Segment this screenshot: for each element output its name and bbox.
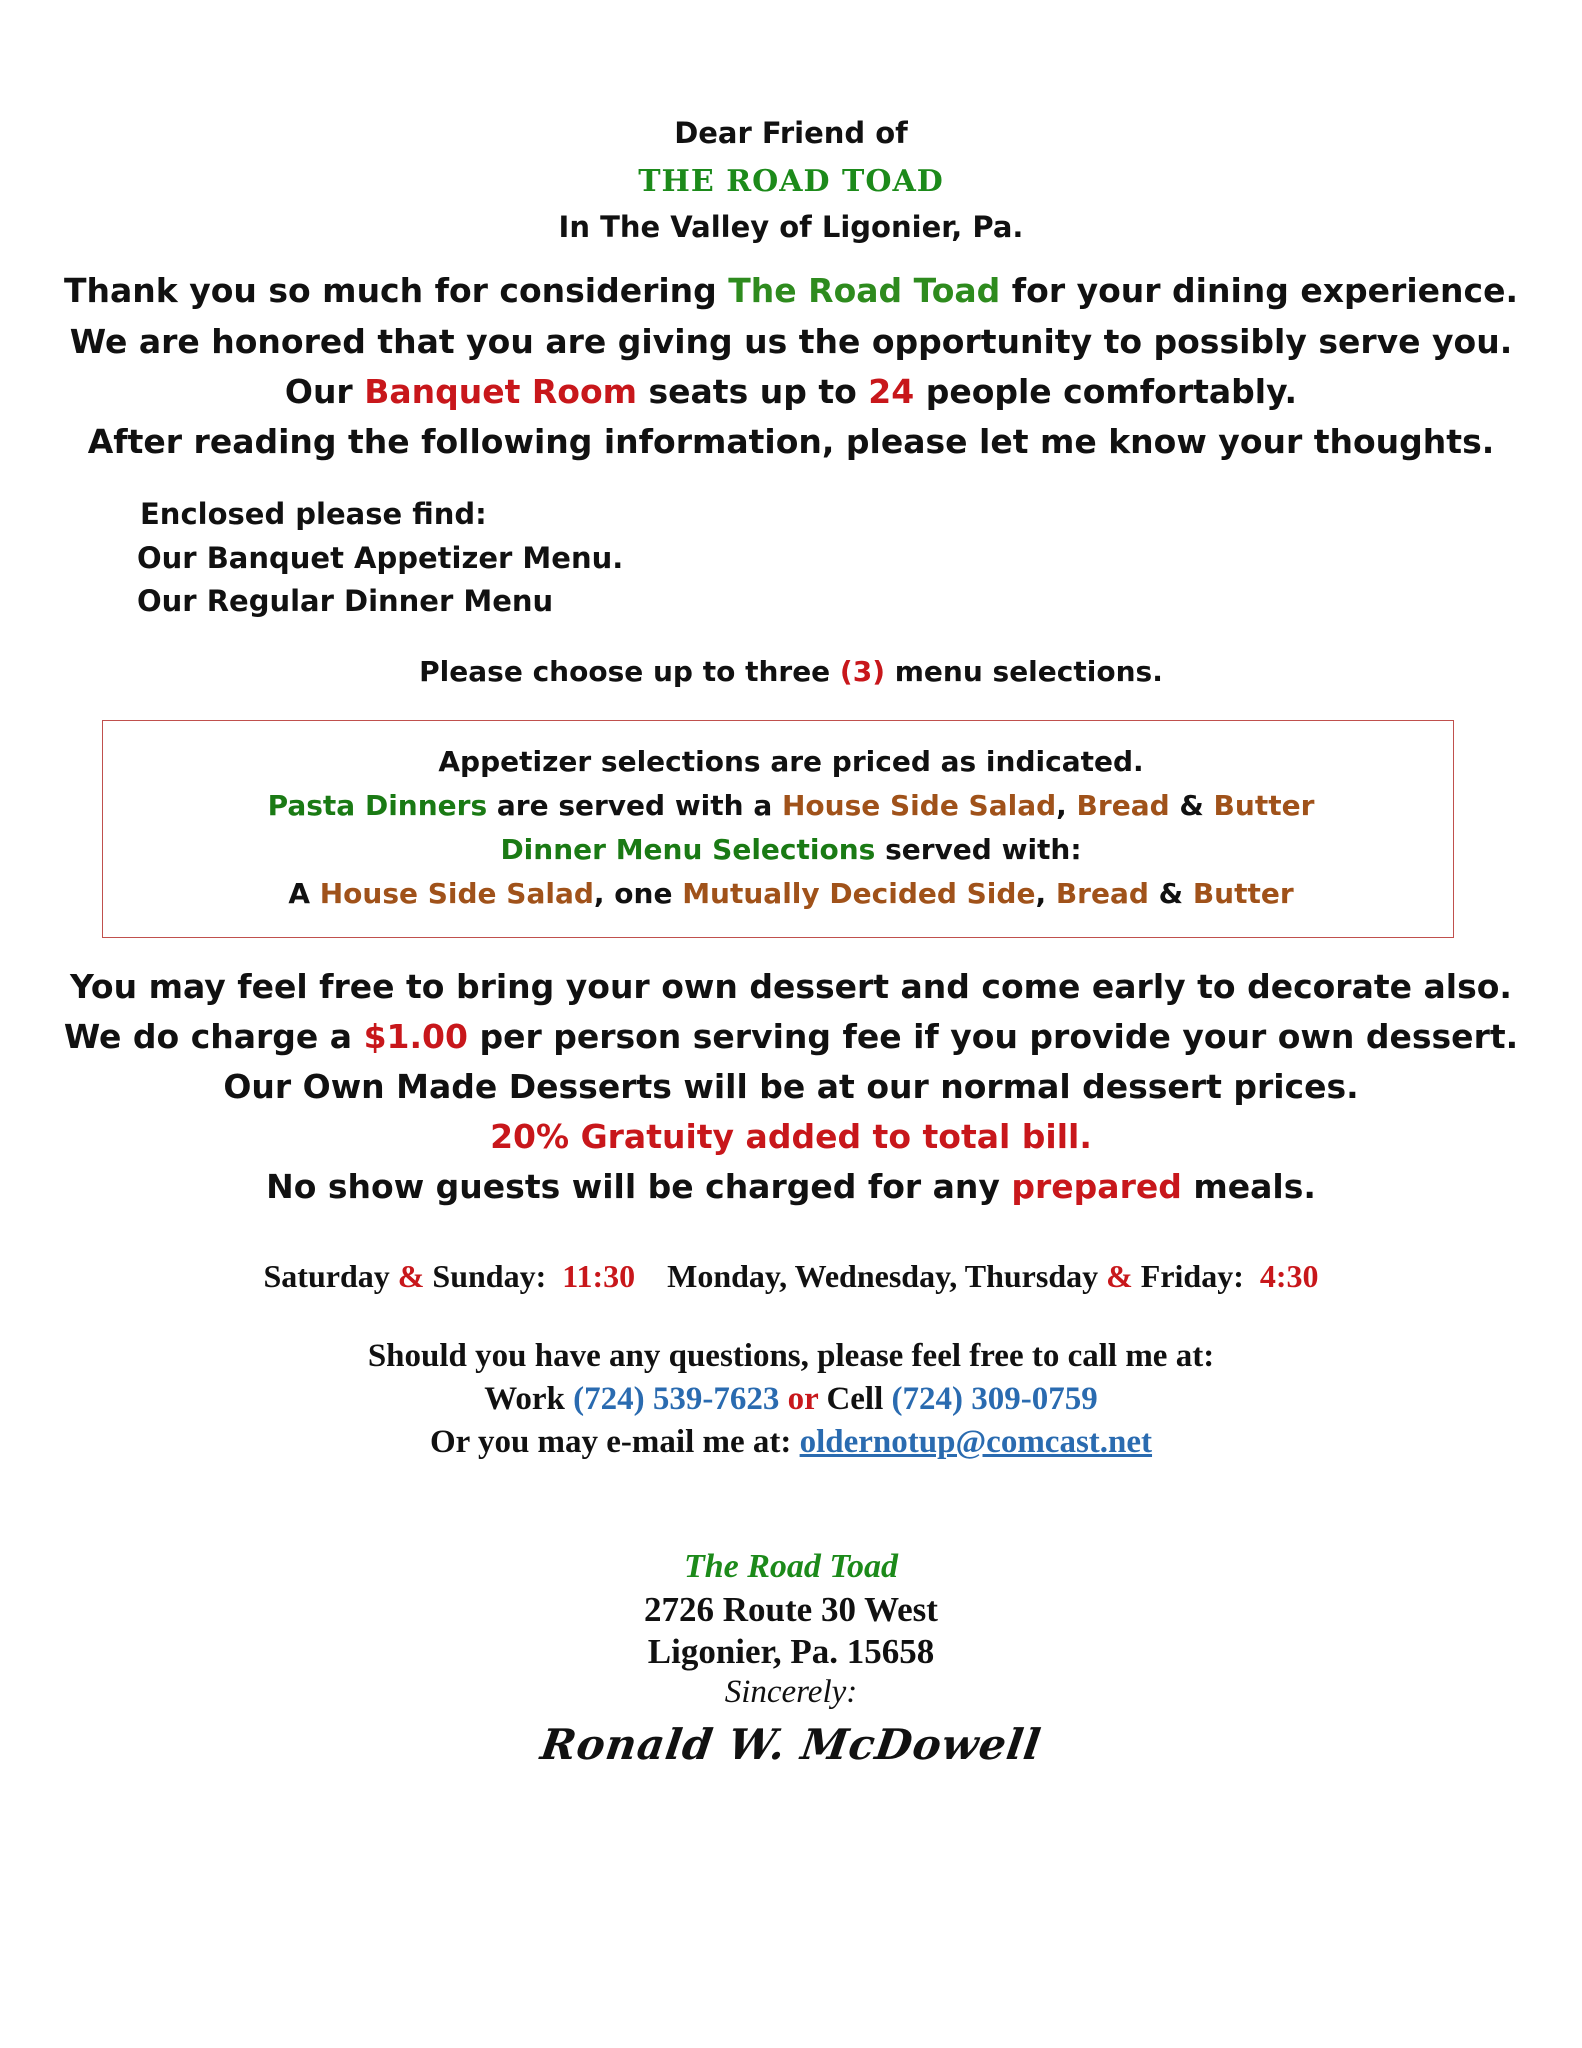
policy-line-5 [0, 1167, 1582, 1206]
or-text: or [779, 1381, 827, 1417]
greeting: Dear Friend of [674, 116, 908, 150]
brand-title: THE ROAD TOAD [638, 164, 944, 199]
address-line-2: Ligonier, Pa. 15658 [647, 1632, 935, 1671]
prepared-word: prepared [1011, 1167, 1182, 1206]
enclosed-item: Our Banquet Appetizer Menu. [137, 541, 624, 575]
contact-phones [0, 1381, 1582, 1418]
butter: Butter [1213, 789, 1315, 822]
box-line-1: Appetizer selections are priced as indicated. [438, 745, 1144, 778]
intro-line-1 [0, 271, 1582, 310]
butter: Butter [1192, 877, 1294, 910]
work-label: Work [484, 1381, 574, 1417]
intro-line-2: We are honored that you are giving us the opportunity to possibly serve you. [69, 322, 1513, 361]
hours-text: Monday, Wednesday, Thursday [635, 1258, 1107, 1294]
signature: Ronald W. McDowell [537, 1720, 1045, 1769]
email-label: Or you may e-mail me at: [429, 1424, 800, 1460]
location-line: In The Valley of Ligonier, Pa. [558, 210, 1024, 244]
cell-phone-link[interactable]: (724) 309-0759 [891, 1381, 1098, 1417]
banquet-room: Banquet Room [364, 372, 638, 411]
hours-text: Saturday [263, 1258, 398, 1294]
contact-line-1: Should you have any questions, please feel free to call me at: [367, 1338, 1215, 1374]
enclosed-heading: Enclosed please find: [140, 497, 487, 531]
seat-count: 24 [868, 372, 915, 411]
gratuity-line: 20% Gratuity added to total bill. [490, 1117, 1092, 1156]
box-text: served with: [875, 833, 1082, 866]
contact-email [0, 1424, 1582, 1461]
hours-text: Friday: [1132, 1258, 1260, 1294]
house-side-salad: House Side Salad [782, 789, 1057, 822]
policy-text: We do charge a [63, 1017, 364, 1056]
enclosed-item: Our Regular Dinner Menu [137, 584, 554, 618]
bread: Bread [1076, 789, 1170, 822]
bread: Bread [1055, 877, 1149, 910]
choose-text: menu selections. [885, 655, 1163, 688]
dinner-menu-selections: Dinner Menu Selections [500, 833, 876, 866]
box-text: & [1169, 789, 1214, 822]
box-line-2 [0, 789, 1582, 822]
box-text: , [1035, 877, 1056, 910]
policy-text: meals. [1181, 1167, 1316, 1206]
choose-line [0, 655, 1582, 688]
house-side-salad: House Side Salad [319, 877, 594, 910]
box-text: , one [593, 877, 683, 910]
sincerely: Sincerely: [724, 1674, 858, 1710]
cell-label: Cell [826, 1381, 892, 1417]
policy-line-2 [0, 1017, 1582, 1056]
ampersand: & [1106, 1258, 1133, 1294]
mutually-decided-side: Mutually Decided Side [682, 877, 1036, 910]
intro-text: seats up to [637, 372, 869, 411]
box-text: & [1148, 877, 1193, 910]
policy-line-3: Our Own Made Desserts will be at our normal dessert prices. [223, 1067, 1359, 1106]
intro-line-4: After reading the following information, please let me know your thoughts. [87, 422, 1495, 461]
ampersand: & [397, 1258, 425, 1294]
hours-line [0, 1258, 1582, 1295]
box-text: , [1056, 789, 1077, 822]
intro-text: for your dining experience. [1000, 271, 1518, 310]
policy-line-1: You may feel free to bring your own dessert and come early to decorate also. [70, 967, 1512, 1006]
pasta-dinners: Pasta Dinners [267, 789, 488, 822]
intro-text: Thank you so much for considering [64, 271, 729, 310]
hours-text: Sunday: [424, 1258, 563, 1294]
intro-text: Our [284, 372, 365, 411]
intro-text: people comfortably. [914, 372, 1298, 411]
work-phone-link[interactable]: (724) 539-7623 [573, 1381, 780, 1417]
policy-text: No show guests will be charged for any [266, 1167, 1012, 1206]
box-text: A [288, 877, 320, 910]
policy-text: per person serving fee if you provide your own dessert. [467, 1017, 1519, 1056]
box-line-3 [0, 833, 1582, 866]
email-link[interactable]: oldernotup@comcast.net [799, 1424, 1153, 1460]
address-line-1: 2726 Route 30 West [644, 1590, 938, 1629]
weekday-time: 4:30 [1259, 1258, 1319, 1294]
box-line-4 [0, 877, 1582, 910]
dessert-fee: $1.00 [363, 1017, 468, 1056]
intro-line-3 [0, 372, 1582, 411]
choose-text: Please choose up to three [419, 655, 840, 688]
brand-inline: The Road Toad [728, 271, 1001, 310]
box-text: are served with a [487, 789, 782, 822]
weekend-time: 11:30 [562, 1258, 636, 1294]
closing-business-name: The Road Toad [683, 1548, 899, 1585]
choose-count: (3) [839, 655, 885, 688]
